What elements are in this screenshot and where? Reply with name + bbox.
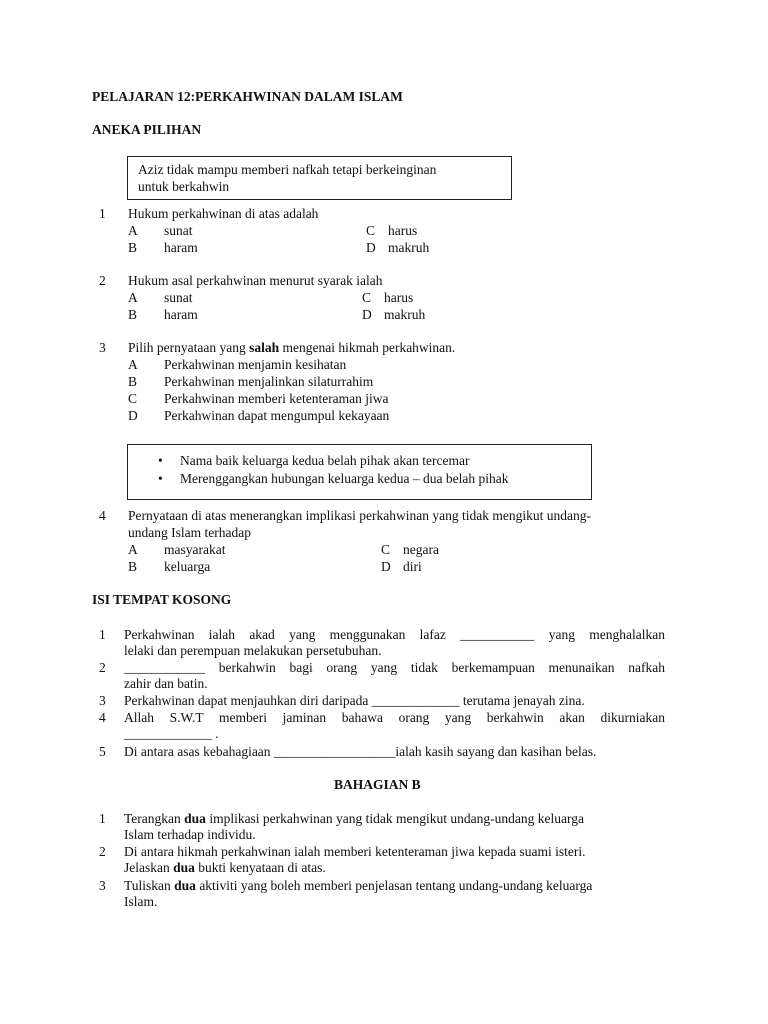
question-line-1 xyxy=(124,811,584,827)
section-heading-isi-tempat-kosong: ISI TEMPAT KOSONG xyxy=(92,592,232,607)
statement-box xyxy=(127,444,592,500)
option-letter: D xyxy=(128,408,138,423)
option-letter: B xyxy=(128,240,138,255)
option-text: harus xyxy=(388,223,418,238)
question-number: 1 xyxy=(99,811,106,826)
question-text: Terangkan xyxy=(124,811,185,826)
statement-text: Merenggangkan hubungan keluarga kedua – dua belah pihak xyxy=(180,471,509,486)
option-text: keluarga xyxy=(164,559,211,574)
option-letter: D xyxy=(362,307,372,322)
question-line-1: Di antara hikmah perkahwinan ialah memberi ketenteraman jiwa kepada suami isteri. xyxy=(124,844,586,859)
option-text: Perkahwinan menjamin kesihatan xyxy=(164,357,347,372)
question-stem: Hukum asal perkahwinan menurut syarak ialah xyxy=(128,273,383,288)
option-letter: A xyxy=(128,357,138,372)
option-text: Perkahwinan dapat mengumpul kekayaan xyxy=(164,408,390,423)
section-heading-bahagian-b: BAHAGIAN B xyxy=(334,777,421,792)
statement-text: Nama baik keluarga kedua belah pihak akan tercemar xyxy=(180,453,470,468)
scenario-box xyxy=(127,156,512,200)
question-number: 4 xyxy=(99,710,106,725)
fill-line-2: zahir dan batin. xyxy=(124,676,208,691)
option-text: haram xyxy=(164,307,198,322)
fill-line-1: Perkahwinan dapat menjauhkan diri daripada _____________ terutama jenayah zina. xyxy=(124,693,585,708)
option-text: harus xyxy=(384,290,414,305)
option-text: makruh xyxy=(384,307,426,322)
question-stem xyxy=(128,340,455,356)
question-line-1 xyxy=(124,878,592,894)
option-text: makruh xyxy=(388,240,430,255)
scenario-line-2: untuk berkahwin xyxy=(138,179,230,194)
option-letter: A xyxy=(128,223,138,238)
fill-line-2: _____________ . xyxy=(124,726,219,741)
question-text: implikasi perkahwinan yang tidak mengikut undang-undang keluarga xyxy=(205,811,584,826)
question-number: 2 xyxy=(99,660,106,675)
question-number: 2 xyxy=(99,844,106,859)
option-text: Perkahwinan memberi ketenteraman jiwa xyxy=(164,391,389,406)
question-text: Jelaskan xyxy=(124,860,174,875)
option-text: sunat xyxy=(164,290,193,305)
option-letter: A xyxy=(128,290,138,305)
fill-line-2: lelaki dan perempuan melakukan persetubuhan. xyxy=(124,643,382,658)
question-number: 1 xyxy=(99,206,106,221)
option-letter: C xyxy=(128,391,138,406)
option-letter: C xyxy=(366,223,376,238)
option-text: sunat xyxy=(164,223,193,238)
option-letter: B xyxy=(128,374,138,389)
fill-line-1: ____________ berkahwin bagi orang yang tidak berkemampuan menunaikan nafkah xyxy=(124,660,665,675)
option-letter: B xyxy=(128,559,138,574)
question-number: 4 xyxy=(99,508,106,523)
option-letter: C xyxy=(362,290,372,305)
fill-line-1: Perkahwinan ialah akad yang menggunakan lafaz ___________ yang menghalalkan xyxy=(124,627,665,642)
question-stem-line-1: Pernyataan di atas menerangkan implikasi perkahwinan yang tidak mengikut undang- xyxy=(128,508,591,523)
question-text: aktiviti yang boleh memberi penjelasan tentang undang-undang keluarga xyxy=(195,878,593,893)
stem-text: Pilih pernyataan yang xyxy=(128,340,250,355)
stem-emphasis: salah xyxy=(249,340,280,355)
option-text: haram xyxy=(164,240,198,255)
option-letter: D xyxy=(366,240,376,255)
section-heading-aneka-pilihan: ANEKA PILIHAN xyxy=(92,122,202,137)
bullet-icon: • xyxy=(158,453,163,468)
option-text: negara xyxy=(403,542,439,557)
question-stem-line-2: undang Islam terhadap xyxy=(128,525,251,540)
question-number: 3 xyxy=(99,878,106,893)
question-line-2 xyxy=(124,860,326,876)
question-number: 3 xyxy=(99,693,106,708)
question-emphasis: dua xyxy=(174,878,196,893)
question-line-2: Islam. xyxy=(124,894,158,909)
fill-line-1: Di antara asas kebahagiaan __________________ialah kasih sayang dan kasihan belas. xyxy=(124,744,597,759)
stem-text: mengenai hikmah perkahwinan. xyxy=(279,340,456,355)
option-text: masyarakat xyxy=(164,542,226,557)
option-letter: C xyxy=(381,542,391,557)
question-text: bukti kenyataan di atas. xyxy=(194,860,326,875)
question-stem: Hukum perkahwinan di atas adalah xyxy=(128,206,319,221)
question-number: 2 xyxy=(99,273,106,288)
question-number: 5 xyxy=(99,744,106,759)
question-number: 3 xyxy=(99,340,106,355)
question-emphasis: dua xyxy=(184,811,206,826)
option-letter: B xyxy=(128,307,138,322)
scenario-line-1: Aziz tidak mampu memberi nafkah tetapi berkeinginan xyxy=(138,162,437,177)
option-text: Perkahwinan menjalinkan silaturrahim xyxy=(164,374,374,389)
page-title: PELAJARAN 12:PERKAHWINAN DALAM ISLAM xyxy=(92,89,403,104)
question-line-2: Islam terhadap individu. xyxy=(124,827,256,842)
bullet-icon: • xyxy=(158,471,163,486)
question-text: Tuliskan xyxy=(124,878,175,893)
option-text: diri xyxy=(403,559,422,574)
fill-line-1: Allah S.W.T memberi jaminan bahawa orang yang berkahwin akan dikurniakan xyxy=(124,710,665,725)
option-letter: D xyxy=(381,559,391,574)
option-letter: A xyxy=(128,542,138,557)
question-emphasis: dua xyxy=(173,860,195,875)
question-number: 1 xyxy=(99,627,106,642)
